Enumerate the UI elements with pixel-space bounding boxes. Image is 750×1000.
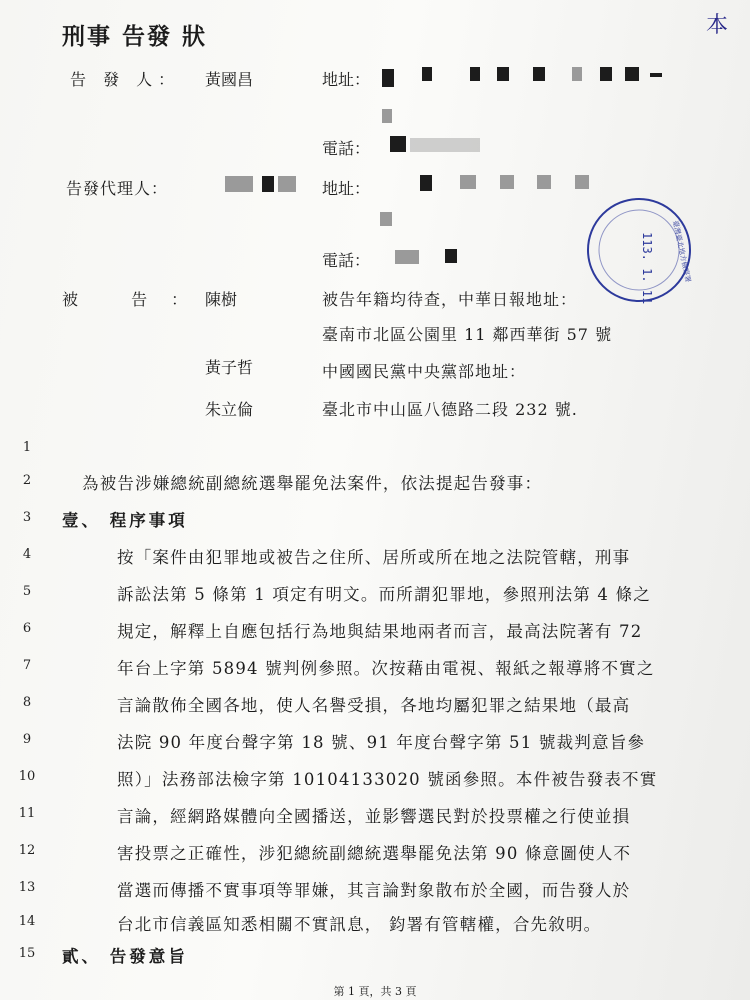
redaction <box>575 175 589 189</box>
line-number: 11 <box>18 806 36 821</box>
body-line: 當選而傳播不實事項等罪嫌，其言論對象散布於全國，而告發人於 <box>117 881 631 900</box>
complainant-address-label: 地址： <box>322 70 371 89</box>
line-number: 14 <box>18 914 36 929</box>
defendant-name: 黃子哲 <box>205 358 254 377</box>
body-line: 法院 90 年度台聲字第 18 號、91 年度台聲字第 51 號裁判意旨參 <box>117 733 646 752</box>
redaction <box>500 175 514 189</box>
defendant-address-line: 被告年籍均待查，中華日報地址： <box>322 290 578 309</box>
line-number: 1 <box>22 440 32 455</box>
line-number: 5 <box>22 584 32 599</box>
line-number: 9 <box>22 732 32 747</box>
received-stamp <box>585 196 693 304</box>
redaction <box>410 138 480 152</box>
complainant-phone-label: 電話： <box>322 139 371 158</box>
line-number: 10 <box>18 769 36 784</box>
defendant-name: 朱立倫 <box>205 400 254 419</box>
redaction <box>395 250 419 264</box>
redaction <box>380 212 392 226</box>
redaction <box>278 176 296 192</box>
redaction <box>445 249 457 263</box>
body-line: 規定，解釋上自應包括行為地與結果地兩者而言，最高法院著有 72 <box>117 622 643 641</box>
document-title: 刑事 告發 狀 <box>62 23 208 50</box>
corner-mark: 本 <box>706 13 729 38</box>
stamp-date: 113. 1. 11 <box>640 232 654 304</box>
defendant-address-line: 臺南市北區公園里 11 鄰西華街 57 號 <box>322 325 613 344</box>
line-number: 15 <box>18 946 36 961</box>
redaction <box>390 136 406 152</box>
redaction <box>497 67 509 81</box>
complainant-label: 告 發 人： <box>70 70 181 89</box>
redaction <box>422 67 432 81</box>
body-line: 台北市信義區知悉相關不實訊息， 鈞署有管轄權，合先敘明。 <box>117 915 602 934</box>
redaction <box>650 73 662 77</box>
body-line: 害投票之正確性，涉犯總統副總統選舉罷免法第 90 條意圖使人不 <box>117 844 632 863</box>
section-heading: 壹、 程序事項 <box>62 511 188 530</box>
line-number: 4 <box>22 547 32 562</box>
line-number: 7 <box>22 658 32 673</box>
page-footer: 第 1 頁，共 3 頁 <box>333 985 417 998</box>
redaction <box>470 67 480 81</box>
body-line: 言論散佈全國各地，使人名譽受損，各地均屬犯罪之結果地（最高 <box>117 696 631 715</box>
redaction <box>537 175 551 189</box>
intro-line: 為被告涉嫌總統副總統選舉罷免法案件，依法提起告發事： <box>82 474 543 493</box>
line-number: 6 <box>22 621 32 636</box>
line-number: 3 <box>22 510 32 525</box>
body-line: 照）」法務部法檢字第 10104133020 號函參照。本件被告發表不實 <box>117 770 658 789</box>
line-number: 13 <box>18 880 36 895</box>
line-number: 12 <box>18 843 36 858</box>
redaction <box>262 176 274 192</box>
body-line: 年台上字第 5894 號判例參照。次按藉由電視、報紙之報導將不實之 <box>117 659 655 678</box>
line-number: 8 <box>22 695 32 710</box>
redaction <box>572 67 582 81</box>
redaction <box>600 67 612 81</box>
agent-phone-label: 電話： <box>322 251 371 270</box>
stamp-text: 臺灣臺北地方檢察署 <box>671 219 692 284</box>
body-line: 訴訟法第 5 條第 1 項定有明文。而所謂犯罪地，參照刑法第 4 條之 <box>117 585 651 604</box>
complainant-name: 黃國昌 <box>205 70 254 89</box>
redaction <box>460 175 476 189</box>
body-line: 言論，經網路媒體向全國播送，並影響選民對於投票權之行使並損 <box>117 807 631 826</box>
redaction <box>225 176 253 192</box>
defendant-label: 被 告： <box>62 290 212 309</box>
redaction <box>533 67 545 81</box>
defendant-name: 陳樹 <box>205 290 238 309</box>
body-line: 按「案件由犯罪地或被告之住所、居所或所在地之法院管轄，刑事 <box>117 548 631 567</box>
redaction <box>382 69 394 87</box>
section-heading: 貳、 告發意旨 <box>62 947 188 966</box>
line-number: 2 <box>22 473 32 488</box>
defendant-address-line: 臺北市中山區八德路二段 232 號. <box>322 400 578 419</box>
redaction <box>420 175 432 191</box>
agent-label: 告發代理人： <box>66 179 169 198</box>
defendant-address-line: 中國國民黨中央黨部地址： <box>322 362 527 381</box>
redaction <box>382 109 392 123</box>
agent-address-label: 地址： <box>322 179 371 198</box>
redaction <box>625 67 639 81</box>
